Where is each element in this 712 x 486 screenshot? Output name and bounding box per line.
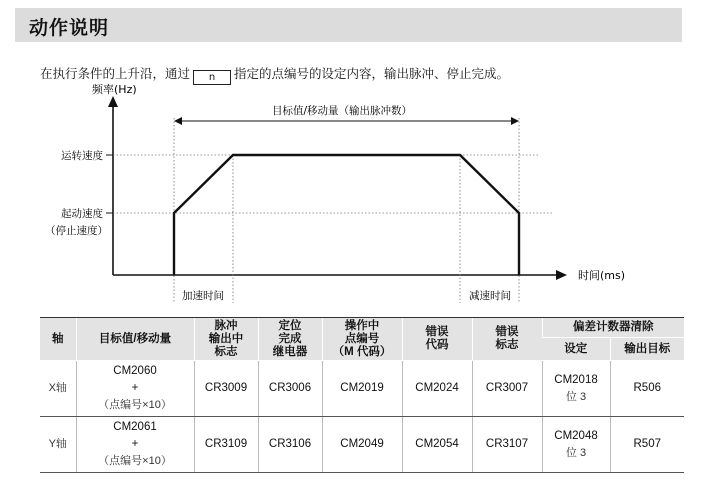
table-row-x (40, 361, 684, 417)
description-after: 指定的点编号的设定内容，输出脉冲、停止完成。 (234, 66, 510, 81)
speed-profile-line (174, 155, 519, 275)
header-position: 定位 完成 继电器 (258, 318, 322, 361)
x-axis-arrow-icon (556, 270, 567, 280)
header-error-code: 错误 代码 (402, 318, 472, 361)
header-axis: 轴 (40, 318, 76, 361)
stop-speed-label: （停止速度） (45, 225, 108, 237)
cell-target: CM2061 + （点编号×10） (76, 417, 194, 473)
run-speed-label: 运转速度 (61, 150, 103, 162)
cell-axis: X轴 (40, 361, 76, 417)
cell-error-code: CM2054 (402, 417, 472, 473)
point-number-box: n (193, 70, 231, 85)
target-span-label: 目标值/移动量（输出脉冲数） (271, 105, 413, 117)
decel-time-label: 减速时间 (469, 290, 511, 302)
x-axis-label: 时间(ms) (578, 269, 626, 282)
cell-output-target: R507 (610, 417, 684, 473)
header-operating: 操作中 点编号 （M 代码） (322, 318, 402, 361)
header-output-target: 输出目标 (610, 338, 684, 361)
header-deviation-group: 偏差计数器清除 (542, 318, 684, 338)
cell-pulse: CR3009 (194, 361, 258, 417)
header-error-flag: 错误 标志 (472, 318, 542, 361)
y-axis-label: 频率(Hz) (92, 83, 137, 96)
cell-axis: Y轴 (40, 417, 76, 473)
header-target: 目标值/移动量 (76, 318, 194, 361)
cell-position: CR3006 (258, 361, 322, 417)
span-right-arrow-icon (511, 117, 519, 125)
table-header-row (40, 318, 684, 338)
header-pulse: 脉冲 输出中 标志 (194, 318, 258, 361)
cell-error-flag: CR3107 (472, 417, 542, 473)
description-before: 在执行条件的上升沿，通过 (40, 66, 191, 81)
section-title: 动作说明 (29, 17, 110, 39)
span-left-arrow-icon (174, 117, 182, 125)
cell-operating: CM2019 (322, 361, 402, 417)
cell-setting: CM2048 位 3 (542, 417, 610, 473)
accel-time-label: 加速时间 (182, 290, 224, 302)
cell-setting: CM2018 位 3 (542, 361, 610, 417)
cell-operating: CM2049 (322, 417, 402, 473)
header-setting: 设定 (542, 338, 610, 361)
table-row-y (40, 417, 684, 473)
cell-output-target: R506 (610, 361, 684, 417)
cell-position: CR3106 (258, 417, 322, 473)
cell-error-code: CM2024 (402, 361, 472, 417)
start-speed-label: 起动速度 (61, 208, 103, 220)
y-axis-arrow-icon (108, 96, 118, 107)
cell-pulse: CR3109 (194, 417, 258, 473)
cell-target: CM2060 + （点编号×10） (76, 361, 194, 417)
cell-error-flag: CR3007 (472, 361, 542, 417)
signal-table (40, 317, 684, 473)
